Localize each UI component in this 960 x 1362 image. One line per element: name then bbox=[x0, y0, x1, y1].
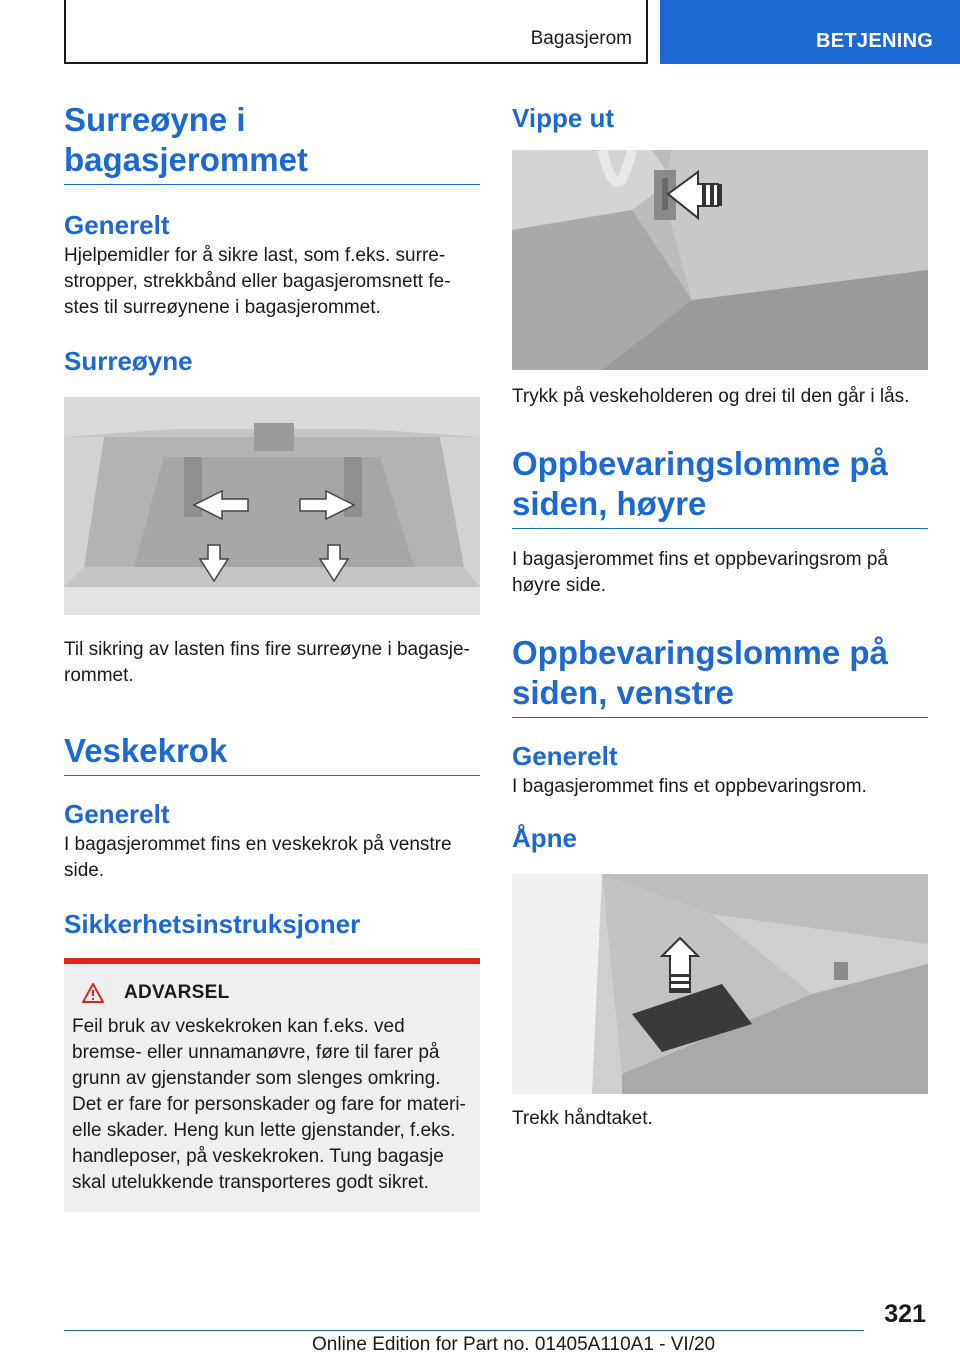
left-column bbox=[64, 100, 480, 1212]
warning-text: Feil bruk av veskekroken kan f.eks. ved bremse- eller unnamanøvre, føre til farer på grunn av gjenstander som slenges omkring. Det er fare for personskader og fare for materi-elle skader. Heng kun lette gjenstander, f.eks. handleposer, på veskekroken. Tung bagasje skal utelukkende transporteres godt sikret. bbox=[72, 1016, 466, 1193]
heading-open: Åpne bbox=[512, 823, 577, 853]
section-title-tie-downs: Surreøyne i bagasjerommet bbox=[64, 100, 480, 185]
right-column bbox=[512, 100, 928, 1132]
general-text: Hjelpemidler for å sikre last, som f.eks. surre-stropper, strekkbånd eller bagasjeromsnett fe-stes til surreøynene i bagasjerommet. bbox=[64, 245, 451, 318]
header-section-title: Bagasjerom bbox=[530, 28, 632, 49]
section-title-right-storage: Oppbevaringslomme på siden, høyre bbox=[512, 444, 928, 529]
heading-left-general: Generelt bbox=[512, 741, 618, 771]
right-storage-text: I bagasjerommet fins et oppbevaringsrom på høyre side. bbox=[512, 549, 888, 596]
section-title-bag-hook: Veskekrok bbox=[64, 731, 480, 776]
tie-down-caption: Til sikring av lasten fins fire surreøyne i bagasje-rommet. bbox=[64, 639, 470, 686]
open-caption: Trekk håndtaket. bbox=[512, 1108, 653, 1129]
heading-safety: Sikkerhetsinstruksjoner bbox=[64, 909, 361, 939]
footer-rule bbox=[64, 1330, 864, 1331]
heading-general: Generelt bbox=[64, 210, 170, 240]
warning-header bbox=[72, 982, 472, 1004]
header-chapter-tab[interactable]: BETJENING bbox=[660, 0, 960, 64]
left-storage-text: I bagasjerommet fins et oppbevaringsrom. bbox=[512, 776, 867, 797]
page-number: 321 bbox=[884, 1300, 926, 1328]
header-box bbox=[64, 0, 648, 64]
heading-tie-down-eyes: Surreøyne bbox=[64, 346, 193, 376]
heading-tilt-out: Vippe ut bbox=[512, 103, 615, 133]
hook-general-text: I bagasjerommet fins en veskekrok på venstre side. bbox=[64, 834, 452, 881]
warning-title: ADVARSEL bbox=[124, 982, 230, 1003]
warning-triangle-icon bbox=[82, 983, 104, 1003]
heading-hook-general: Generelt bbox=[64, 799, 170, 829]
tilt-caption: Trykk på veskeholderen og drei til den går i lås. bbox=[512, 386, 910, 407]
bag-hook-photo bbox=[512, 150, 928, 370]
storage-compartment-photo bbox=[512, 874, 928, 1094]
footer-edition: Online Edition for Part no. 01405A110A1 - VI/20 bbox=[312, 1334, 716, 1355]
trunk-tie-down-photo bbox=[64, 397, 480, 615]
section-title-left-storage: Oppbevaringslomme på siden, venstre bbox=[512, 633, 928, 718]
warning-box bbox=[64, 958, 480, 1212]
